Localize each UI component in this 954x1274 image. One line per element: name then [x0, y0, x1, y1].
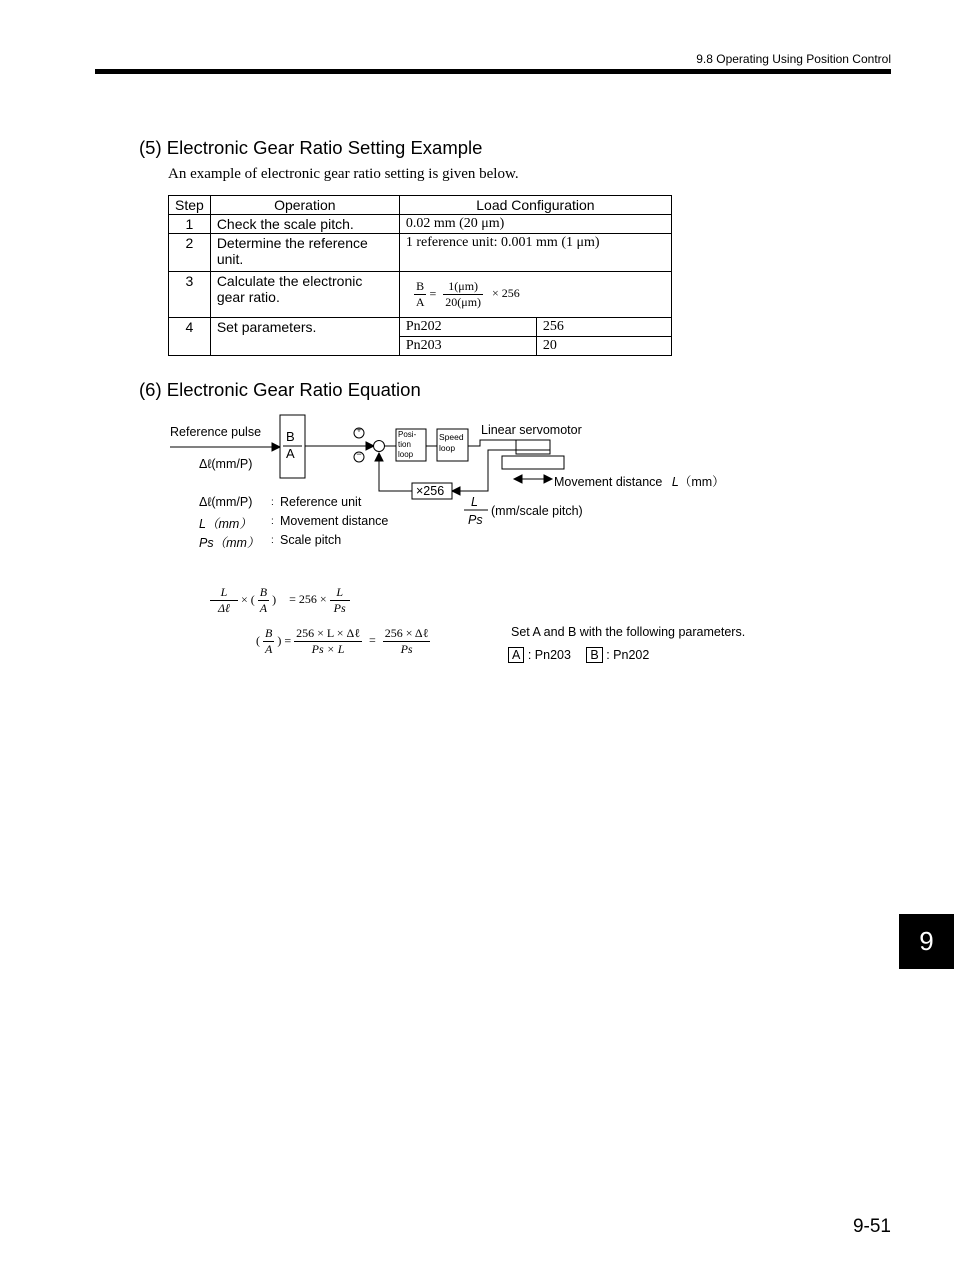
eq2-f2-denominator: Ps × L	[311, 642, 345, 656]
arrow-head	[366, 442, 374, 450]
position-loop-line: Posi-	[398, 430, 417, 439]
legend-row	[199, 533, 449, 552]
arrow-head	[272, 443, 280, 451]
eq1-rhs: = 256 ×	[289, 592, 327, 607]
formula-equals: =	[429, 286, 437, 301]
parameter-mapping	[508, 647, 649, 663]
chapter-tab: 9	[899, 914, 954, 969]
speed-loop-label	[439, 432, 464, 454]
arrow-head	[375, 453, 383, 461]
page-number: 9-51	[852, 1216, 891, 1237]
eq1-close-paren: )	[272, 592, 277, 607]
position-loop-line: tion	[398, 440, 411, 449]
column-header-step: Step	[169, 196, 211, 215]
plus-sign: +	[356, 425, 362, 435]
legend-separator: :	[271, 535, 274, 546]
step-operation: Set parameters.	[210, 318, 399, 356]
summing-junction	[374, 441, 385, 452]
step-operation: Calculate the electronic gear ratio.	[210, 272, 399, 318]
legend-row	[199, 495, 449, 514]
param-value: 256	[536, 318, 671, 337]
param-name: Pn203	[399, 337, 536, 356]
feedback-numerator: L	[471, 495, 478, 509]
eq2-f3-numerator: 256 × Δℓ	[384, 626, 429, 640]
legend-row	[199, 514, 449, 533]
feedback-gain-label: ×256	[416, 484, 445, 498]
eq1-open-paren: (	[250, 592, 255, 607]
step-operation: Determine the reference unit.	[210, 234, 399, 272]
param-b-name: : Pn202	[606, 648, 650, 662]
legend-separator: :	[271, 516, 274, 527]
eq2-open-paren: (	[256, 633, 260, 648]
arrow-head	[514, 475, 522, 483]
equation-2	[256, 626, 430, 657]
section-6-title: (6) Electronic Gear Ratio Equation	[139, 379, 421, 400]
eq1-f3-numerator: L	[330, 585, 350, 601]
eq2-f3-denominator: Ps	[400, 642, 413, 656]
formula-numerator: 1(μm)	[443, 279, 483, 295]
param-name: Pn202	[399, 318, 536, 337]
feedback-denominator: Ps	[468, 513, 483, 527]
key-a-box: A	[508, 647, 524, 663]
legend-symbol: Δℓ(mm/P)	[199, 495, 253, 509]
step-number: 3	[169, 272, 211, 318]
linear-servomotor-label: Linear servomotor	[481, 423, 582, 437]
eq1-times: ×	[241, 592, 248, 607]
reference-pulse-label: Reference pulse	[170, 425, 262, 439]
step-number: 4	[169, 318, 211, 356]
eq1-f1-denominator: Δℓ	[217, 601, 231, 615]
formula-lhs-denominator: A	[415, 295, 425, 309]
param-a-name: : Pn203	[527, 648, 571, 662]
minus-sign: −	[356, 449, 362, 459]
arrow-head	[544, 475, 552, 483]
eq2-f2-numerator: 256 × L × Δℓ	[296, 626, 360, 640]
step-config: 1 reference unit: 0.001 mm (1 μm)	[399, 234, 671, 272]
eq2-f1-numerator: B	[265, 626, 273, 640]
formula-multiplier: × 256	[492, 286, 520, 301]
param-value: 20	[536, 337, 671, 356]
eq1-f1-numerator: L	[210, 585, 238, 601]
feedback-return-line	[379, 461, 412, 491]
step-config: 0.02 mm (20 μm)	[399, 215, 671, 234]
eq1-f2-numerator: B	[259, 585, 268, 599]
section-5-title: (5) Electronic Gear Ratio Setting Example	[139, 137, 483, 158]
reference-unit-label: Δℓ(mm/P)	[199, 457, 253, 471]
legend-description: Reference unit	[280, 495, 362, 509]
symbol-legend	[199, 495, 449, 552]
feedback-unit-label: (mm/scale pitch)	[491, 504, 583, 518]
movement-distance-label	[554, 472, 725, 490]
legend-symbol: Ps（mm）	[199, 536, 260, 550]
movement-distance-text: Movement distance	[554, 475, 663, 489]
formula-denominator: 20(μm)	[445, 295, 482, 309]
step-operation: Check the scale pitch.	[210, 215, 399, 234]
column-header-operation: Operation	[210, 196, 399, 215]
movement-unit: （mm）	[678, 475, 725, 489]
gear-denominator-label: A	[286, 446, 295, 461]
position-loop-line: loop	[398, 450, 414, 459]
drive-line	[468, 440, 516, 446]
legend-description: Movement distance	[280, 514, 389, 528]
equation-1	[210, 585, 350, 616]
eq1-f3-denominator: Ps	[333, 601, 346, 615]
motor-magnet-track	[502, 456, 564, 469]
legend-separator: :	[271, 497, 274, 508]
eq1-f2-denominator: A	[259, 601, 268, 615]
movement-var: L	[671, 475, 679, 489]
column-header-load-configuration: Load Configuration	[399, 196, 671, 215]
legend-symbol: L（mm）	[199, 517, 252, 531]
parameter-note: Set A and B with the following parameters.	[511, 625, 746, 639]
section-5-intro: An example of electronic gear ratio setting is given below.	[168, 166, 519, 182]
key-b-box: B	[586, 647, 602, 663]
formula-lhs-numerator: B	[414, 279, 427, 295]
step-number: 1	[169, 215, 211, 234]
arrow-head	[452, 487, 460, 495]
motor-coil-block	[516, 440, 550, 454]
position-loop-label	[398, 430, 416, 460]
legend-description: Scale pitch	[280, 533, 342, 547]
speed-loop-line: Speed	[439, 432, 464, 442]
speed-loop-line: loop	[439, 443, 456, 453]
eq2-equals: =	[369, 633, 376, 648]
gear-numerator-label: B	[286, 429, 295, 444]
step-number: 2	[169, 234, 211, 272]
eq2-f1-denominator: A	[265, 642, 273, 656]
running-header: 9.8 Operating Using Position Control	[696, 52, 891, 66]
eq2-close-paren: ) =	[277, 633, 292, 648]
